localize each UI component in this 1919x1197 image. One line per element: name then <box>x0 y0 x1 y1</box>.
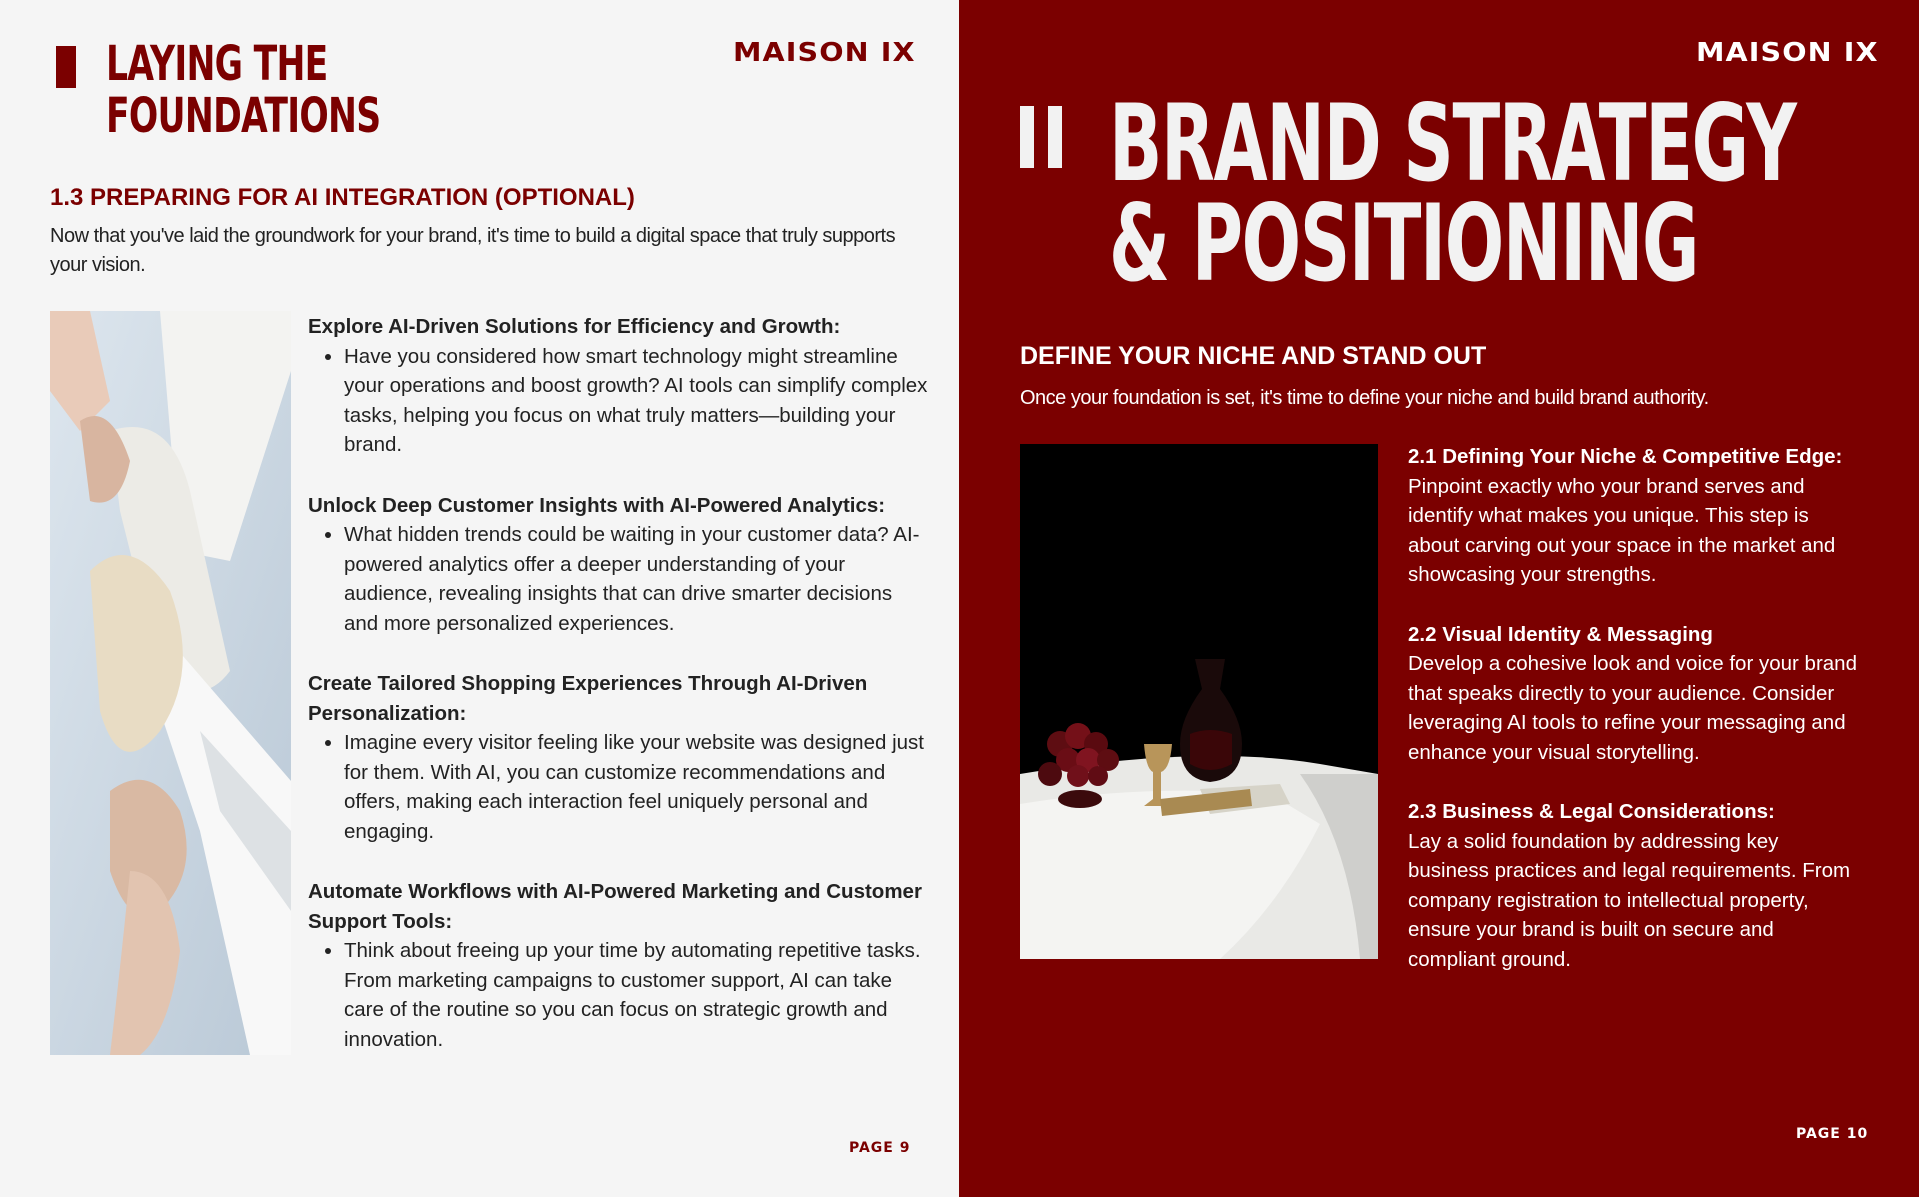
chapter-numeral-bars <box>1020 106 1064 168</box>
list-item-bullet: • What hidden trends could be waiting in your customer data? AI-powered analytics offer a deeper understanding of your audience, revealing insights that can drive smarter decisions and more personalized experiences. <box>344 520 928 638</box>
section-intro: Now that you've laid the groundwork for your brand, it's time to build a digital space that truly supports your vision. <box>50 225 896 276</box>
list-item-body: Develop a cohesive look and voice for your brand that speaks directly to your audience. Consider leveraging AI tools to refine your messaging and enhance your visual storytelling. <box>1408 652 1857 764</box>
list-item-body: Lay a solid foundation by addressing key business practices and legal requirements. From company registration to intellectual property, ensure your brand is built on secure and compliant ground. <box>1408 829 1851 971</box>
chapter-title <box>106 38 380 142</box>
brand-logo: MAISON IX <box>733 38 916 68</box>
section-title: 1.3 PREPARING FOR AI INTEGRATION (OPTIONAL) <box>50 184 635 211</box>
page-number: PAGE 10 <box>1796 1126 1869 1142</box>
chapter-numeral-bar <box>56 46 76 88</box>
chapter-title-line2: & POSITIONING <box>1109 182 1699 305</box>
brand-strategy-sections <box>1408 442 1858 1004</box>
list-item-bullet: • Have you considered how smart technology might streamline your operations and boost growth? AI tools can simplify complex tasks, helping you focus on what truly matters—building your brand. <box>344 342 928 460</box>
list-item-heading: Unlock Deep Customer Insights with AI-Powered Analytics: <box>308 493 886 517</box>
list-item-heading: 2.1 Defining Your Niche & Competitive Edge: <box>1408 445 1843 468</box>
list-item-body: Pinpoint exactly who your brand serves and identify what makes you unique. This step is about carving out your space in the market and showcasing your strengths. <box>1408 474 1836 586</box>
hands-photo <box>50 311 291 1055</box>
right-page <box>959 0 1919 1197</box>
brand-logo: MAISON IX <box>1696 38 1879 68</box>
list-item-bullet: • Think about freeing up your time by automating repetitive tasks. From marketing campaigns to customer support, AI can take care of the routine so you can focus on strategic growth and innovation. <box>344 936 928 1054</box>
list-item-heading: 2.2 Visual Identity & Messaging <box>1408 622 1713 646</box>
chapter-title-line1: LAYING THE <box>106 36 328 92</box>
list-item-bullet: • Imagine every visitor feeling like your website was designed just for them. With AI, you can customize recommendations and offers, making each interaction feel uniquely personal and engaging. <box>344 728 928 846</box>
chapter-title-line2: FOUNDATIONS <box>106 88 381 144</box>
chapter-title <box>1109 82 1796 305</box>
list-item <box>308 491 928 639</box>
list-item <box>1408 797 1858 974</box>
section-intro: Once your foundation is set, it's time to define your niche and build brand authority. <box>1020 387 1709 409</box>
list-item <box>1408 620 1858 768</box>
list-item <box>308 669 928 846</box>
section-subtitle: DEFINE YOUR NICHE AND STAND OUT <box>1020 342 1487 370</box>
still-life-photo <box>1020 444 1378 959</box>
ai-integration-list <box>308 312 928 1085</box>
list-item-heading: Create Tailored Shopping Experiences Through AI-Driven Personalization: <box>308 672 868 725</box>
list-item-heading: Automate Workflows with AI-Powered Marketing and Customer Support Tools: <box>308 880 922 933</box>
chapter-title-line1: BRAND STRATEGY <box>1109 82 1796 205</box>
list-item-heading: 2.3 Business & Legal Considerations: <box>1408 800 1775 823</box>
list-item <box>308 877 928 1054</box>
left-page <box>0 0 959 1197</box>
list-item <box>308 312 928 460</box>
list-item-heading: Explore AI-Driven Solutions for Efficiency and Growth: <box>308 315 841 338</box>
list-item <box>1408 442 1858 590</box>
page-number: PAGE 9 <box>849 1140 911 1156</box>
